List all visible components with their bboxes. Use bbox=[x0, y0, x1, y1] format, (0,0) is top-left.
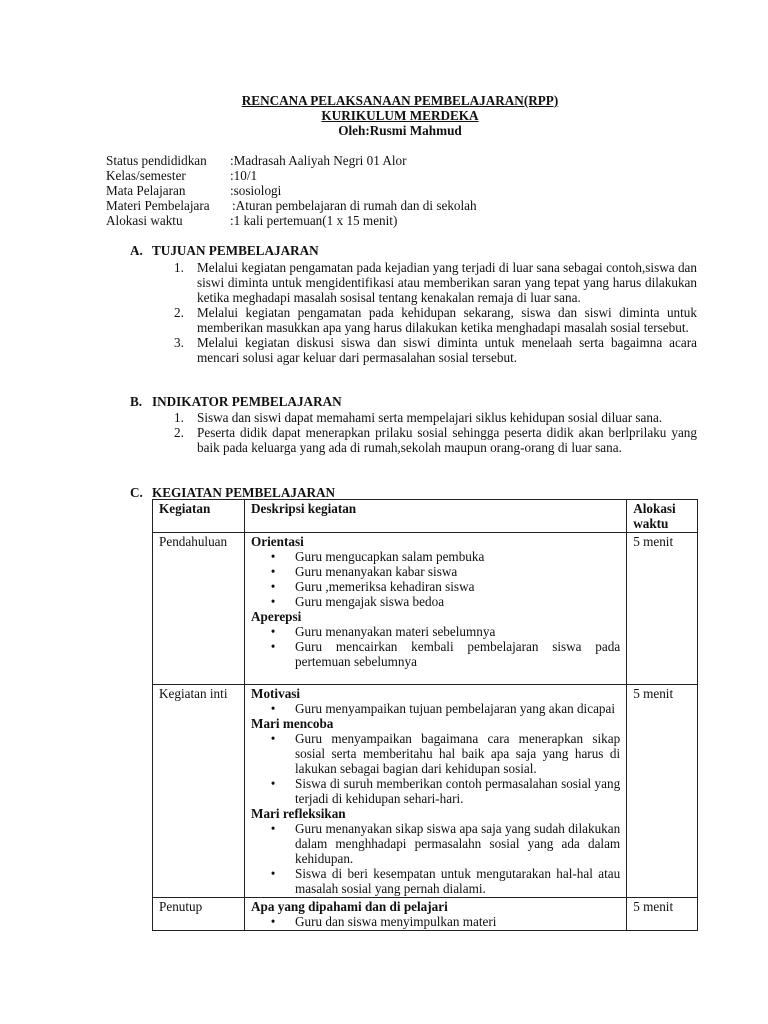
title-line-2: KURIKULUM MERDEKA bbox=[321, 108, 479, 123]
item-text: Melalui kegiatan pengamatan pada kejadian yang terjadi di luar sana sebagai contoh,siswa dan siswi diminta untuk mengidentifikasi atau memberikan saran yang tepat yang harus dilakukan ketika meghadapi masalah sosisal tentang kenakalan remaja di luar sana. bbox=[197, 260, 697, 305]
bullet-item bbox=[251, 776, 620, 806]
bullet-item bbox=[251, 639, 620, 669]
section-heading-c bbox=[130, 485, 335, 500]
item-number: 2. bbox=[174, 305, 184, 320]
info-label: Mata Pelajaran bbox=[106, 183, 186, 198]
section-heading-b bbox=[130, 394, 342, 409]
bullet-item bbox=[251, 821, 620, 866]
item-number: 1. bbox=[174, 410, 184, 425]
bullet-list bbox=[251, 914, 620, 929]
bullet-text: Guru menanyakan materi sebelumnya bbox=[295, 624, 496, 639]
bullet-item bbox=[251, 701, 620, 716]
bullet-item bbox=[251, 579, 620, 594]
bullet-item bbox=[251, 914, 620, 929]
info-row bbox=[106, 153, 477, 168]
bullet-text: Guru menyampaikan tujuan pembelajaran yang akan dicapai bbox=[295, 701, 616, 716]
bullet-item bbox=[251, 866, 620, 896]
cell-deskripsi bbox=[245, 898, 627, 931]
bullet-icon: • bbox=[270, 776, 276, 791]
bullet-list bbox=[251, 701, 620, 716]
tujuan-list bbox=[174, 260, 697, 365]
header-kegiatan: Kegiatan bbox=[153, 500, 245, 533]
section-title: INDIKATOR PEMBELAJARAN bbox=[152, 394, 342, 409]
bullet-text: Guru menanyakan sikap siswa apa saja yang sudah dilakukan dalam menghhadapi permasalahn sosial yang ada dalam kehidupan. bbox=[295, 821, 621, 866]
bullet-text: Guru mengucapkan salam pembuka bbox=[295, 549, 485, 564]
list-item bbox=[174, 260, 697, 305]
item-number: 2. bbox=[174, 425, 184, 440]
item-text: Melalui kegiatan pengamatan pada kehidupan sekarang, siswa dan siswi diminta untuk memberikan masukkan apa yang harus dilakukan ketika menghadapi masalah sosial tersebut. bbox=[197, 305, 697, 335]
group-title: Orientasi bbox=[251, 534, 304, 549]
info-label: Materi Pembelajara bbox=[106, 198, 210, 213]
info-label: Alokasi waktu bbox=[106, 213, 183, 228]
section-letter: A. bbox=[130, 243, 143, 258]
info-value: :Aturan pembelajaran di rumah dan di sekolah bbox=[232, 198, 477, 213]
cell-deskripsi bbox=[245, 685, 627, 898]
bullet-item bbox=[251, 549, 620, 564]
group-title: Apa yang dipahami dan di pelajari bbox=[251, 899, 448, 914]
list-item bbox=[174, 410, 697, 425]
bullet-list bbox=[251, 731, 620, 806]
table-header-row bbox=[153, 500, 698, 533]
document-title bbox=[0, 93, 768, 138]
bullet-text: Guru menyampaikan bagaimana cara menerapkan sikap sosial serta memberitahu hal baik apa saja yang harus di lakukan sebagai bagian dari kehidupan sosial. bbox=[295, 731, 621, 776]
bullet-item bbox=[251, 564, 620, 579]
cell-alokasi: 5 menit bbox=[627, 685, 698, 898]
bullet-icon: • bbox=[270, 731, 276, 746]
item-text: Siswa dan siswi dapat memahami serta mempelajari siklus kehidupan sosial diluar sana. bbox=[197, 410, 663, 425]
bullet-icon: • bbox=[270, 579, 276, 594]
bullet-item bbox=[251, 594, 620, 609]
table-row bbox=[153, 685, 698, 898]
group-title: Mari refleksikan bbox=[251, 806, 346, 821]
bullet-icon: • bbox=[270, 549, 276, 564]
cell-alokasi: 5 menit bbox=[627, 533, 698, 685]
section-heading-a bbox=[130, 243, 319, 258]
item-text: Peserta didik dapat menerapkan prilaku sosial sehingga peserta didik akan berlprilaku yang baik pada keluarga yang ada di rumah,sekolah maupun orang-orang di luar sana. bbox=[197, 425, 697, 455]
title-line-1: RENCANA PELAKSANAAN PEMBELAJARAN(RPP) bbox=[241, 93, 559, 108]
bullet-text: Guru mencairkan kembali pembelajaran siswa pada pertemuan sebelumnya bbox=[295, 639, 621, 669]
item-number: 3. bbox=[174, 335, 184, 350]
info-label: Kelas/semester bbox=[106, 168, 186, 183]
info-row bbox=[106, 168, 477, 183]
bullet-icon: • bbox=[270, 914, 276, 929]
list-item bbox=[174, 335, 697, 365]
kegiatan-table bbox=[152, 499, 698, 931]
info-row bbox=[106, 198, 477, 213]
title-author: Oleh:Rusmi Mahmud bbox=[338, 123, 462, 138]
bullet-icon: • bbox=[270, 821, 276, 836]
bullet-text: Guru ,memeriksa kehadiran siswa bbox=[295, 579, 475, 594]
info-row bbox=[106, 213, 477, 228]
info-value: :10/1 bbox=[230, 168, 258, 183]
header-deskripsi: Deskripsi kegiatan bbox=[245, 500, 627, 533]
bullet-list bbox=[251, 549, 620, 609]
section-letter: B. bbox=[130, 394, 143, 409]
item-text: Melalui kegiatan diskusi siswa dan siswi diminta untuk menelaah serta bagaimna acara mencari solusi agar keluar dari permasalahan sosial tersebut. bbox=[197, 335, 697, 365]
table-row bbox=[153, 533, 698, 685]
item-number: 1. bbox=[174, 260, 184, 275]
list-item bbox=[174, 305, 697, 335]
info-value: :Madrasah Aaliyah Negri 01 Alor bbox=[230, 153, 407, 168]
bullet-text: Siswa di suruh memberikan contoh permasalahan sosial yang terjadi di kehidupan sehari-hari. bbox=[295, 776, 621, 806]
group-title: Aperepsi bbox=[251, 609, 302, 624]
indikator-list bbox=[174, 410, 697, 455]
section-title: TUJUAN PEMBELAJARAN bbox=[152, 243, 319, 258]
bullet-text: Guru mengajak siswa bedoa bbox=[295, 594, 445, 609]
bullet-list bbox=[251, 624, 620, 669]
bullet-icon: • bbox=[270, 624, 276, 639]
cell-kegiatan: Penutup bbox=[153, 898, 245, 931]
bullet-icon: • bbox=[270, 639, 276, 654]
info-value: :sosiologi bbox=[230, 183, 282, 198]
bullet-list bbox=[251, 821, 620, 896]
group-title: Motivasi bbox=[251, 686, 301, 701]
section-letter: C. bbox=[130, 485, 143, 500]
group-title: Mari mencoba bbox=[251, 716, 334, 731]
table-row bbox=[153, 898, 698, 931]
cell-kegiatan: Kegiatan inti bbox=[153, 685, 245, 898]
header-alokasi: Alokasi waktu bbox=[627, 500, 698, 533]
info-label: Status pendididkan bbox=[106, 153, 207, 168]
bullet-item bbox=[251, 731, 620, 776]
info-value: :1 kali pertemuan(1 x 15 menit) bbox=[230, 213, 398, 228]
bullet-icon: • bbox=[270, 594, 276, 609]
bullet-icon: • bbox=[270, 564, 276, 579]
cell-deskripsi bbox=[245, 533, 627, 685]
bullet-item bbox=[251, 624, 620, 639]
cell-alokasi: 5 menit bbox=[627, 898, 698, 931]
section-title: KEGIATAN PEMBELAJARAN bbox=[152, 485, 336, 500]
info-row bbox=[106, 183, 477, 198]
bullet-icon: • bbox=[270, 701, 276, 716]
bullet-text: Guru dan siswa menyimpulkan materi bbox=[295, 914, 497, 929]
cell-kegiatan: Pendahuluan bbox=[153, 533, 245, 685]
bullet-icon: • bbox=[270, 866, 276, 881]
list-item bbox=[174, 425, 697, 455]
info-block bbox=[106, 153, 477, 228]
bullet-text: Guru menanyakan kabar siswa bbox=[295, 564, 458, 579]
bullet-text: Siswa di beri kesempatan untuk mengutarakan hal-hal atau masalah sosial yang pernah dialami. bbox=[295, 866, 621, 896]
